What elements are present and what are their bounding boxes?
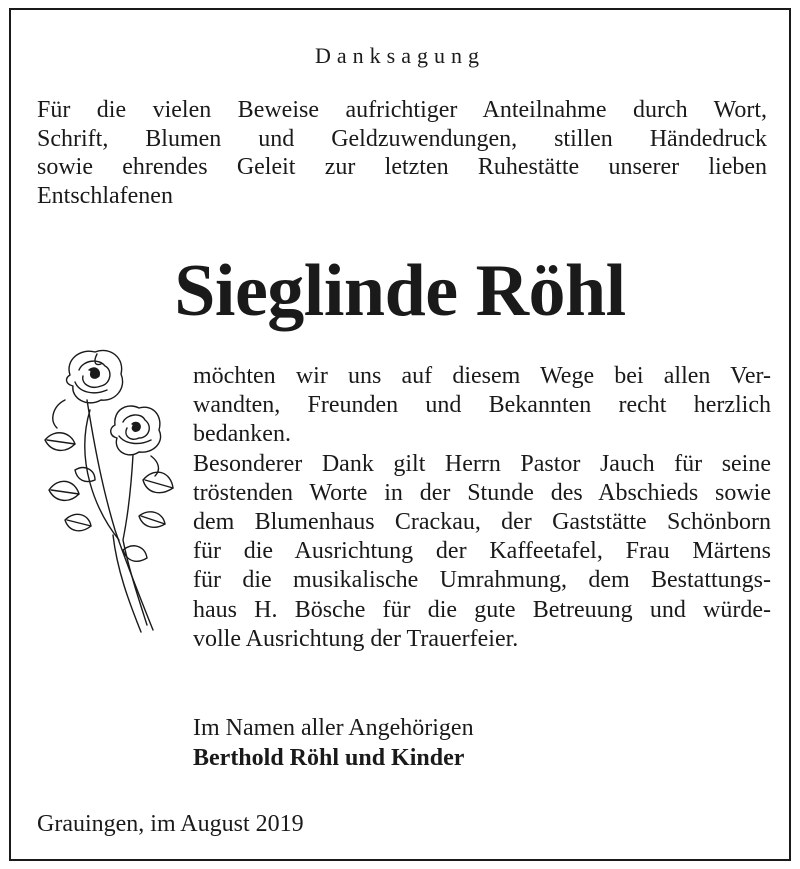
- intro-line: Für die vielen Beweise aufrichtiger Anteilnahme durch Wort,: [37, 97, 767, 123]
- thanks-line: für die musikalische Umrahmung, dem Bestattungs-: [193, 567, 771, 594]
- intro-line: Schrift, Blumen und Geldzuwendungen, stillen Händedruck: [37, 125, 767, 152]
- deceased-name: Sieglinde Röhl: [174, 250, 626, 332]
- thanks-line: haus H. Bösche für die gute Betreuung und würde-: [193, 596, 771, 623]
- notice-heading: Danksagung: [315, 43, 485, 68]
- thanks-line: volle Ausrichtung der Trauerfeier.: [193, 625, 519, 652]
- place-date: Grauingen, im August 2019: [37, 811, 304, 837]
- intro-line: Entschlafenen: [37, 182, 173, 209]
- signature-name: Berthold Röhl und Kinder: [193, 745, 465, 771]
- notice-frame: [9, 8, 791, 861]
- intro-paragraph: [37, 96, 767, 210]
- thanks-line: wandten, Freunden und Bekannten recht herzlich: [193, 392, 771, 419]
- thanks-paragraph: [193, 362, 771, 654]
- thanks-line: tröstenden Worte in der Stunde des Abschieds sowie: [193, 479, 771, 506]
- thanks-line: bedanken.: [193, 421, 291, 448]
- thanks-line: für die Ausrichtung der Kaffeetafel, Frau Märtens: [193, 538, 771, 565]
- roses-icon: [35, 340, 175, 640]
- signature-intro: Im Namen aller Angehörigen: [193, 715, 474, 741]
- intro-line: sowie ehrendes Geleit zur letzten Ruhestätte unserer lieben: [37, 154, 767, 180]
- thanks-line: Besonderer Dank gilt Herrn Pastor Jauch für seine: [193, 450, 771, 477]
- thanks-line: dem Blumenhaus Crackau, der Gaststätte Schönborn: [193, 509, 771, 536]
- thanks-line: möchten wir uns auf diesem Wege bei allen Ver-: [193, 363, 771, 389]
